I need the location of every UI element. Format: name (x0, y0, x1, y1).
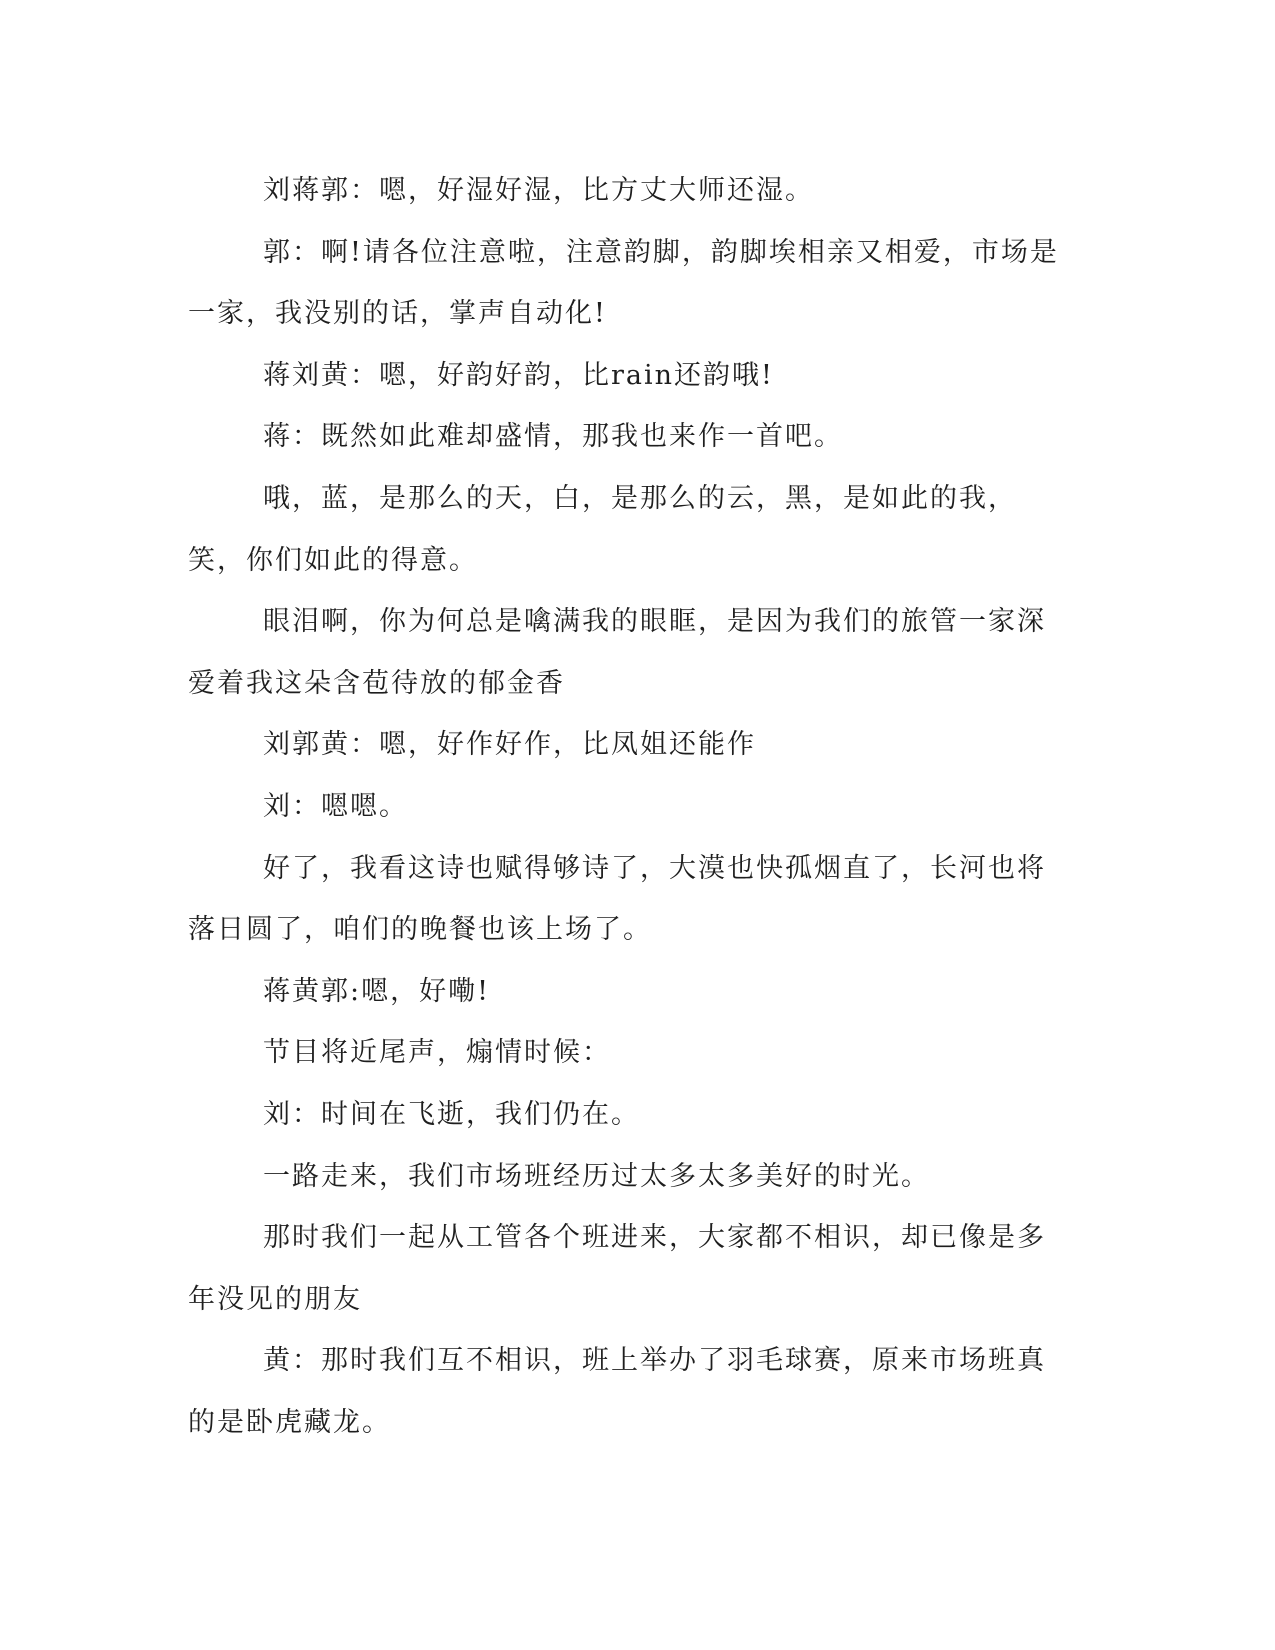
paragraph: 好了，我看这诗也赋得够诗了，大漠也快孤烟直了，长河也将落日圆了，咱们的晚餐也该上场了。 (188, 852, 1046, 946)
paragraph: 刘：时间在飞逝，我们仍在。 (263, 1098, 640, 1130)
paragraph: 黄：那时我们互不相识，班上举办了羽毛球赛，原来市场班真的是卧虎藏龙。 (188, 1345, 1046, 1438)
paragraph: 刘：嗯嗯。 (263, 790, 408, 822)
paragraph: 节目将近尾声，煽情时候： (263, 1037, 611, 1069)
paragraph: 刘郭黄：嗯，好作好作，比凤姐还能作 (263, 729, 756, 761)
paragraph: 那时我们一起从工管各个班进来，大家都不相识，却已像是多年没见的朋友 (188, 1222, 1046, 1315)
paragraph: 蒋黄郭:嗯，好嘞! (263, 975, 490, 1007)
paragraph: 郭：啊!请各位注意啦，注意韵脚，韵脚埃相亲又相爱，市场是一家，我没别的话，掌声自动化! (188, 236, 1059, 330)
paragraph: 蒋刘黄：嗯，好韵好韵，比rain还韵哦! (263, 359, 774, 391)
document-body (188, 160, 1068, 1453)
paragraph: 刘蒋郭：嗯，好湿好湿，比方丈大师还湿。 (263, 175, 814, 206)
paragraph: 哦，蓝，是那么的天，白，是那么的云，黑，是如此的我，笑，你们如此的得意。 (188, 482, 1017, 576)
paragraph: 一路走来，我们市场班经历过太多太多美好的时光。 (263, 1160, 930, 1192)
paragraph: 蒋：既然如此难却盛情，那我也来作一首吧。 (263, 421, 843, 453)
paragraph: 眼泪啊，你为何总是噙满我的眼眶，是因为我们的旅管一家深爱着我这朵含苞待放的郁金香 (188, 606, 1046, 699)
